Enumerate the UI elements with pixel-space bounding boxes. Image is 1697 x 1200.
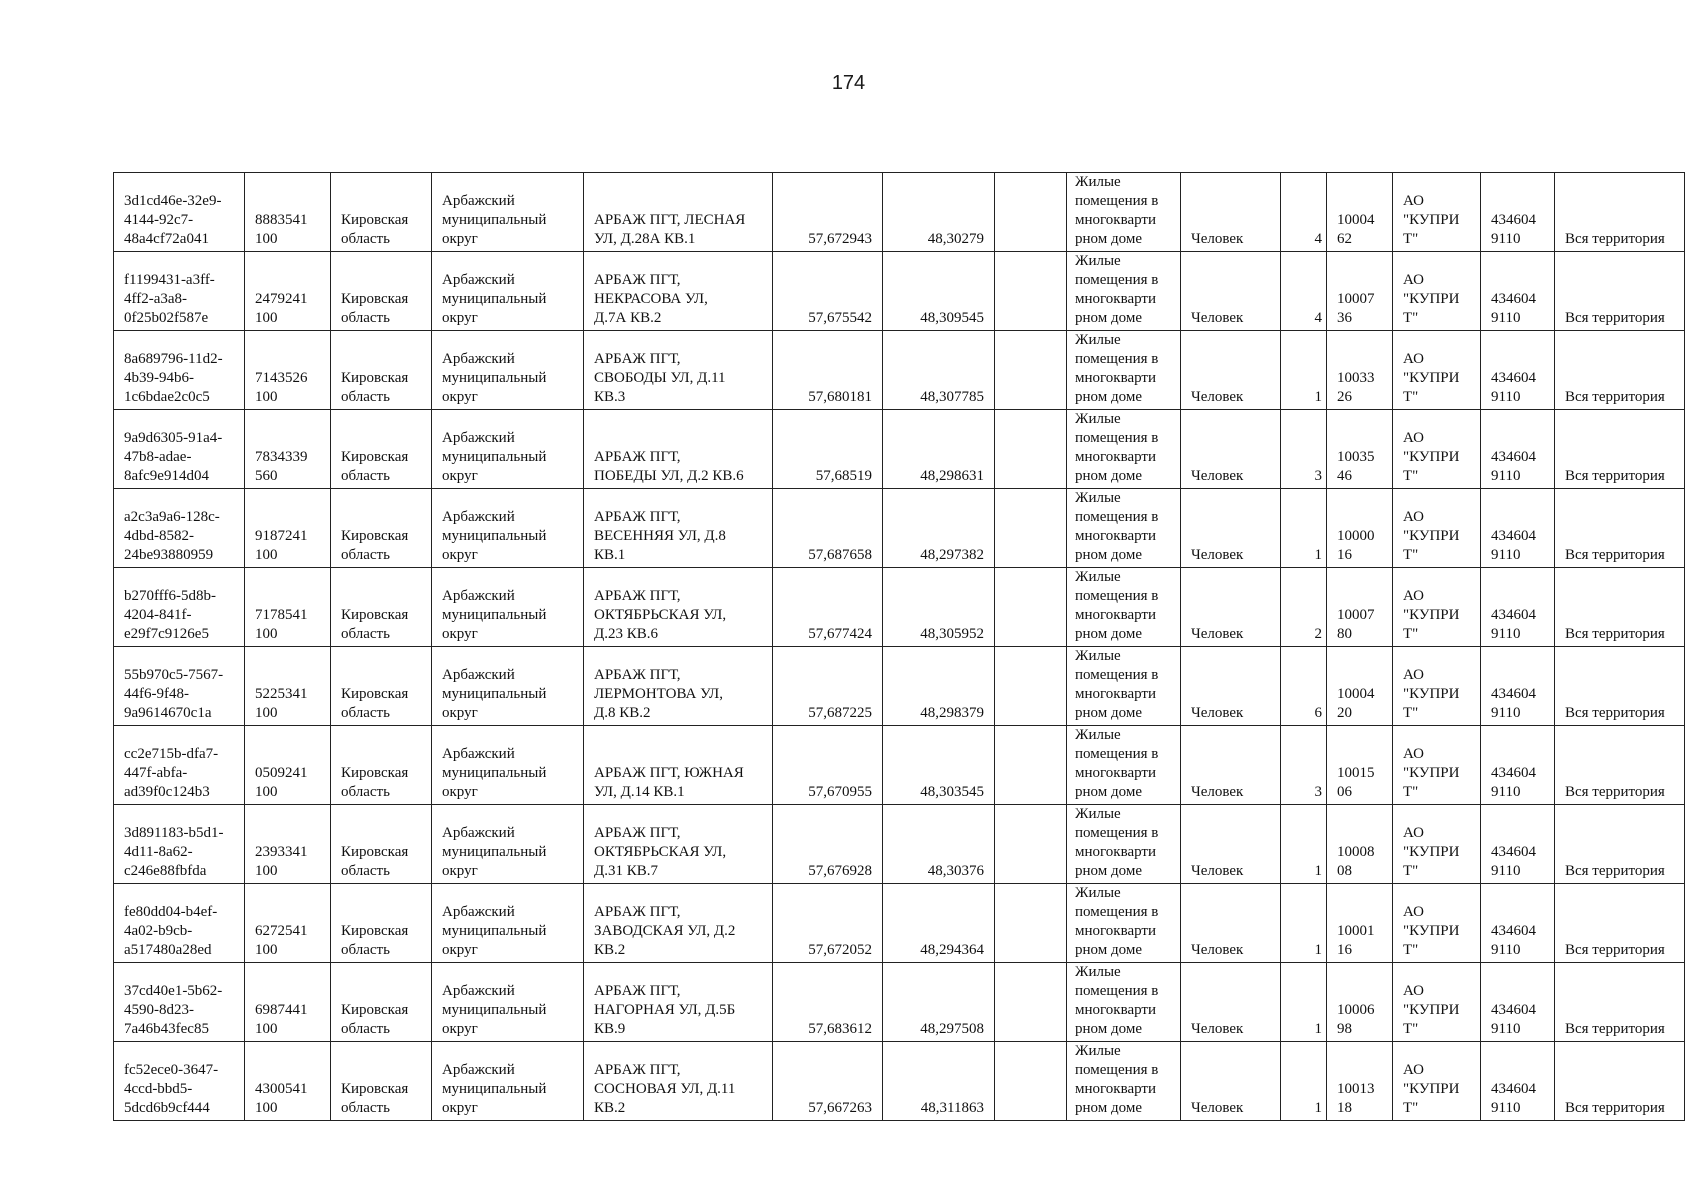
cell-id: 37cd40e1-5b62- 4590-8d23- 7a46b43fec85	[114, 963, 245, 1042]
table-row	[114, 884, 1685, 963]
cell-premises-type: Жилые помещения в многокварти рном доме	[1067, 726, 1181, 805]
cell-empty	[995, 726, 1067, 805]
cell-count: 2	[1281, 568, 1327, 647]
cell-unit: Человек	[1181, 568, 1281, 647]
cell-longitude: 48,30279	[883, 173, 995, 252]
cell-premises-type: Жилые помещения в многокварти рном доме	[1067, 1042, 1181, 1121]
cell-region: Кировская область	[331, 647, 432, 726]
cell-premises-type: Жилые помещения в многокварти рном доме	[1067, 331, 1181, 410]
cell-count: 4	[1281, 173, 1327, 252]
cell-latitude: 57,687225	[773, 647, 883, 726]
cell-territory: Вся территория	[1555, 410, 1685, 489]
cell-latitude: 57,675542	[773, 252, 883, 331]
register-body	[114, 173, 1685, 1121]
cell-count: 1	[1281, 805, 1327, 884]
cell-district: Арбажский муниципальный округ	[432, 410, 584, 489]
cell-unit: Человек	[1181, 726, 1281, 805]
cell-latitude: 57,676928	[773, 805, 883, 884]
cell-unit: Человек	[1181, 1042, 1281, 1121]
cell-unit: Человек	[1181, 252, 1281, 331]
cell-district: Арбажский муниципальный округ	[432, 252, 584, 331]
cell-longitude: 48,294364	[883, 884, 995, 963]
cell-premises-type: Жилые помещения в многокварти рном доме	[1067, 489, 1181, 568]
cell-premises-type: Жилые помещения в многокварти рном доме	[1067, 252, 1181, 331]
cell-unit: Человек	[1181, 410, 1281, 489]
cell-code: 9187241 100	[245, 489, 331, 568]
cell-account: 10001 16	[1327, 884, 1393, 963]
cell-inn: 434604 9110	[1481, 331, 1555, 410]
cell-premises-type: Жилые помещения в многокварти рном доме	[1067, 884, 1181, 963]
cell-empty	[995, 884, 1067, 963]
page-number: 174	[831, 72, 866, 94]
cell-longitude: 48,297508	[883, 963, 995, 1042]
cell-address: АРБАЖ ПГТ, ОКТЯБРЬСКАЯ УЛ, Д.23 КВ.6	[584, 568, 773, 647]
cell-region: Кировская область	[331, 726, 432, 805]
cell-id: b270fff6-5d8b- 4204-841f- e29f7c9126e5	[114, 568, 245, 647]
cell-organization: АО "КУПРИ Т"	[1393, 173, 1481, 252]
cell-account: 10004 62	[1327, 173, 1393, 252]
register-table	[113, 172, 1685, 1121]
cell-account: 10015 06	[1327, 726, 1393, 805]
cell-address: АРБАЖ ПГТ, ЮЖНАЯ УЛ, Д.14 КВ.1	[584, 726, 773, 805]
cell-organization: АО "КУПРИ Т"	[1393, 647, 1481, 726]
cell-empty	[995, 805, 1067, 884]
cell-region: Кировская область	[331, 489, 432, 568]
cell-address: АРБАЖ ПГТ, ОКТЯБРЬСКАЯ УЛ, Д.31 КВ.7	[584, 805, 773, 884]
table-row	[114, 331, 1685, 410]
cell-count: 6	[1281, 647, 1327, 726]
cell-longitude: 48,297382	[883, 489, 995, 568]
cell-latitude: 57,677424	[773, 568, 883, 647]
cell-code: 5225341 100	[245, 647, 331, 726]
cell-id: fc52ece0-3647- 4ccd-bbd5- 5dcd6b9cf444	[114, 1042, 245, 1121]
cell-latitude: 57,683612	[773, 963, 883, 1042]
cell-empty	[995, 489, 1067, 568]
cell-address: АРБАЖ ПГТ, СВОБОДЫ УЛ, Д.11 КВ.3	[584, 331, 773, 410]
cell-unit: Человек	[1181, 647, 1281, 726]
cell-id: 3d1cd46e-32e9- 4144-92c7- 48a4cf72a041	[114, 173, 245, 252]
table-row	[114, 173, 1685, 252]
cell-id: 8a689796-11d2- 4b39-94b6- 1c6bdae2c0c5	[114, 331, 245, 410]
cell-region: Кировская область	[331, 1042, 432, 1121]
cell-district: Арбажский муниципальный округ	[432, 568, 584, 647]
cell-empty	[995, 173, 1067, 252]
cell-inn: 434604 9110	[1481, 489, 1555, 568]
cell-id: 55b970c5-7567- 44f6-9f48- 9a9614670c1a	[114, 647, 245, 726]
cell-unit: Человек	[1181, 884, 1281, 963]
table-row	[114, 410, 1685, 489]
cell-territory: Вся территория	[1555, 1042, 1685, 1121]
cell-account: 10013 18	[1327, 1042, 1393, 1121]
cell-account: 10035 46	[1327, 410, 1393, 489]
cell-inn: 434604 9110	[1481, 1042, 1555, 1121]
cell-organization: АО "КУПРИ Т"	[1393, 884, 1481, 963]
cell-territory: Вся территория	[1555, 568, 1685, 647]
cell-code: 6987441 100	[245, 963, 331, 1042]
cell-count: 1	[1281, 489, 1327, 568]
cell-longitude: 48,303545	[883, 726, 995, 805]
cell-organization: АО "КУПРИ Т"	[1393, 410, 1481, 489]
cell-inn: 434604 9110	[1481, 568, 1555, 647]
table-row	[114, 1042, 1685, 1121]
cell-organization: АО "КУПРИ Т"	[1393, 805, 1481, 884]
cell-unit: Человек	[1181, 805, 1281, 884]
cell-inn: 434604 9110	[1481, 884, 1555, 963]
cell-territory: Вся территория	[1555, 647, 1685, 726]
cell-district: Арбажский муниципальный округ	[432, 647, 584, 726]
cell-code: 7834339 560	[245, 410, 331, 489]
table-row	[114, 489, 1685, 568]
cell-district: Арбажский муниципальный округ	[432, 173, 584, 252]
cell-latitude: 57,687658	[773, 489, 883, 568]
cell-account: 10000 16	[1327, 489, 1393, 568]
cell-organization: АО "КУПРИ Т"	[1393, 568, 1481, 647]
cell-unit: Человек	[1181, 173, 1281, 252]
cell-region: Кировская область	[331, 252, 432, 331]
cell-latitude: 57,680181	[773, 331, 883, 410]
cell-region: Кировская область	[331, 884, 432, 963]
cell-count: 4	[1281, 252, 1327, 331]
cell-empty	[995, 568, 1067, 647]
cell-count: 1	[1281, 963, 1327, 1042]
cell-code: 0509241 100	[245, 726, 331, 805]
cell-count: 3	[1281, 410, 1327, 489]
cell-district: Арбажский муниципальный округ	[432, 1042, 584, 1121]
cell-territory: Вся территория	[1555, 331, 1685, 410]
cell-empty	[995, 331, 1067, 410]
cell-longitude: 48,311863	[883, 1042, 995, 1121]
cell-count: 1	[1281, 1042, 1327, 1121]
cell-id: fe80dd04-b4ef- 4a02-b9cb- a517480a28ed	[114, 884, 245, 963]
cell-organization: АО "КУПРИ Т"	[1393, 963, 1481, 1042]
cell-premises-type: Жилые помещения в многокварти рном доме	[1067, 963, 1181, 1042]
cell-account: 10004 20	[1327, 647, 1393, 726]
cell-unit: Человек	[1181, 963, 1281, 1042]
cell-address: АРБАЖ ПГТ, ВЕСЕННЯЯ УЛ, Д.8 КВ.1	[584, 489, 773, 568]
cell-unit: Человек	[1181, 331, 1281, 410]
table-row	[114, 647, 1685, 726]
cell-empty	[995, 647, 1067, 726]
cell-address: АРБАЖ ПГТ, ЛЕРМОНТОВА УЛ, Д.8 КВ.2	[584, 647, 773, 726]
cell-address: АРБАЖ ПГТ, ЛЕСНАЯ УЛ, Д.28А КВ.1	[584, 173, 773, 252]
cell-district: Арбажский муниципальный округ	[432, 805, 584, 884]
cell-inn: 434604 9110	[1481, 252, 1555, 331]
cell-territory: Вся территория	[1555, 489, 1685, 568]
cell-longitude: 48,307785	[883, 331, 995, 410]
cell-address: АРБАЖ ПГТ, СОСНОВАЯ УЛ, Д.11 КВ.2	[584, 1042, 773, 1121]
table-row	[114, 252, 1685, 331]
cell-address: АРБАЖ ПГТ, НЕКРАСОВА УЛ, Д.7А КВ.2	[584, 252, 773, 331]
cell-territory: Вся территория	[1555, 805, 1685, 884]
cell-empty	[995, 252, 1067, 331]
cell-id: f1199431-a3ff- 4ff2-a3a8- 0f25b02f587e	[114, 252, 245, 331]
cell-address: АРБАЖ ПГТ, ПОБЕДЫ УЛ, Д.2 КВ.6	[584, 410, 773, 489]
cell-region: Кировская область	[331, 963, 432, 1042]
cell-latitude: 57,672052	[773, 884, 883, 963]
cell-organization: АО "КУПРИ Т"	[1393, 331, 1481, 410]
cell-territory: Вся территория	[1555, 252, 1685, 331]
cell-count: 3	[1281, 726, 1327, 805]
cell-empty	[995, 410, 1067, 489]
cell-inn: 434604 9110	[1481, 647, 1555, 726]
cell-region: Кировская область	[331, 410, 432, 489]
cell-count: 1	[1281, 884, 1327, 963]
table-row	[114, 726, 1685, 805]
cell-territory: Вся территория	[1555, 963, 1685, 1042]
table-row	[114, 805, 1685, 884]
cell-district: Арбажский муниципальный округ	[432, 884, 584, 963]
cell-longitude: 48,298631	[883, 410, 995, 489]
cell-organization: АО "КУПРИ Т"	[1393, 252, 1481, 331]
cell-code: 8883541 100	[245, 173, 331, 252]
cell-latitude: 57,667263	[773, 1042, 883, 1121]
cell-premises-type: Жилые помещения в многокварти рном доме	[1067, 647, 1181, 726]
cell-latitude: 57,672943	[773, 173, 883, 252]
cell-organization: АО "КУПРИ Т"	[1393, 726, 1481, 805]
cell-district: Арбажский муниципальный округ	[432, 331, 584, 410]
cell-organization: АО "КУПРИ Т"	[1393, 1042, 1481, 1121]
cell-territory: Вся территория	[1555, 884, 1685, 963]
cell-count: 1	[1281, 331, 1327, 410]
cell-address: АРБАЖ ПГТ, ЗАВОДСКАЯ УЛ, Д.2 КВ.2	[584, 884, 773, 963]
cell-code: 2479241 100	[245, 252, 331, 331]
cell-code: 2393341 100	[245, 805, 331, 884]
cell-empty	[995, 1042, 1067, 1121]
cell-id: 9a9d6305-91a4- 47b8-adae- 8afc9e914d04	[114, 410, 245, 489]
cell-territory: Вся территория	[1555, 726, 1685, 805]
table-row	[114, 963, 1685, 1042]
cell-account: 10007 36	[1327, 252, 1393, 331]
cell-id: 3d891183-b5d1- 4d11-8a62- c246e88fbfda	[114, 805, 245, 884]
cell-premises-type: Жилые помещения в многокварти рном доме	[1067, 410, 1181, 489]
cell-region: Кировская область	[331, 173, 432, 252]
cell-latitude: 57,68519	[773, 410, 883, 489]
cell-longitude: 48,305952	[883, 568, 995, 647]
cell-address: АРБАЖ ПГТ, НАГОРНАЯ УЛ, Д.5Б КВ.9	[584, 963, 773, 1042]
cell-code: 4300541 100	[245, 1042, 331, 1121]
cell-latitude: 57,670955	[773, 726, 883, 805]
table-row	[114, 568, 1685, 647]
cell-region: Кировская область	[331, 805, 432, 884]
cell-district: Арбажский муниципальный округ	[432, 963, 584, 1042]
cell-inn: 434604 9110	[1481, 173, 1555, 252]
cell-unit: Человек	[1181, 489, 1281, 568]
cell-empty	[995, 963, 1067, 1042]
cell-inn: 434604 9110	[1481, 805, 1555, 884]
cell-district: Арбажский муниципальный округ	[432, 489, 584, 568]
cell-organization: АО "КУПРИ Т"	[1393, 489, 1481, 568]
cell-longitude: 48,298379	[883, 647, 995, 726]
cell-code: 7178541 100	[245, 568, 331, 647]
cell-inn: 434604 9110	[1481, 963, 1555, 1042]
cell-id: a2c3a9a6-128c- 4dbd-8582- 24be93880959	[114, 489, 245, 568]
cell-region: Кировская область	[331, 331, 432, 410]
cell-premises-type: Жилые помещения в многокварти рном доме	[1067, 173, 1181, 252]
cell-account: 10006 98	[1327, 963, 1393, 1042]
cell-longitude: 48,309545	[883, 252, 995, 331]
cell-longitude: 48,30376	[883, 805, 995, 884]
cell-inn: 434604 9110	[1481, 410, 1555, 489]
cell-region: Кировская область	[331, 568, 432, 647]
cell-account: 10007 80	[1327, 568, 1393, 647]
cell-code: 6272541 100	[245, 884, 331, 963]
cell-premises-type: Жилые помещения в многокварти рном доме	[1067, 568, 1181, 647]
cell-inn: 434604 9110	[1481, 726, 1555, 805]
cell-territory: Вся территория	[1555, 173, 1685, 252]
cell-account: 10008 08	[1327, 805, 1393, 884]
cell-code: 7143526 100	[245, 331, 331, 410]
cell-account: 10033 26	[1327, 331, 1393, 410]
cell-id: cc2e715b-dfa7- 447f-abfa- ad39f0c124b3	[114, 726, 245, 805]
cell-premises-type: Жилые помещения в многокварти рном доме	[1067, 805, 1181, 884]
cell-district: Арбажский муниципальный округ	[432, 726, 584, 805]
